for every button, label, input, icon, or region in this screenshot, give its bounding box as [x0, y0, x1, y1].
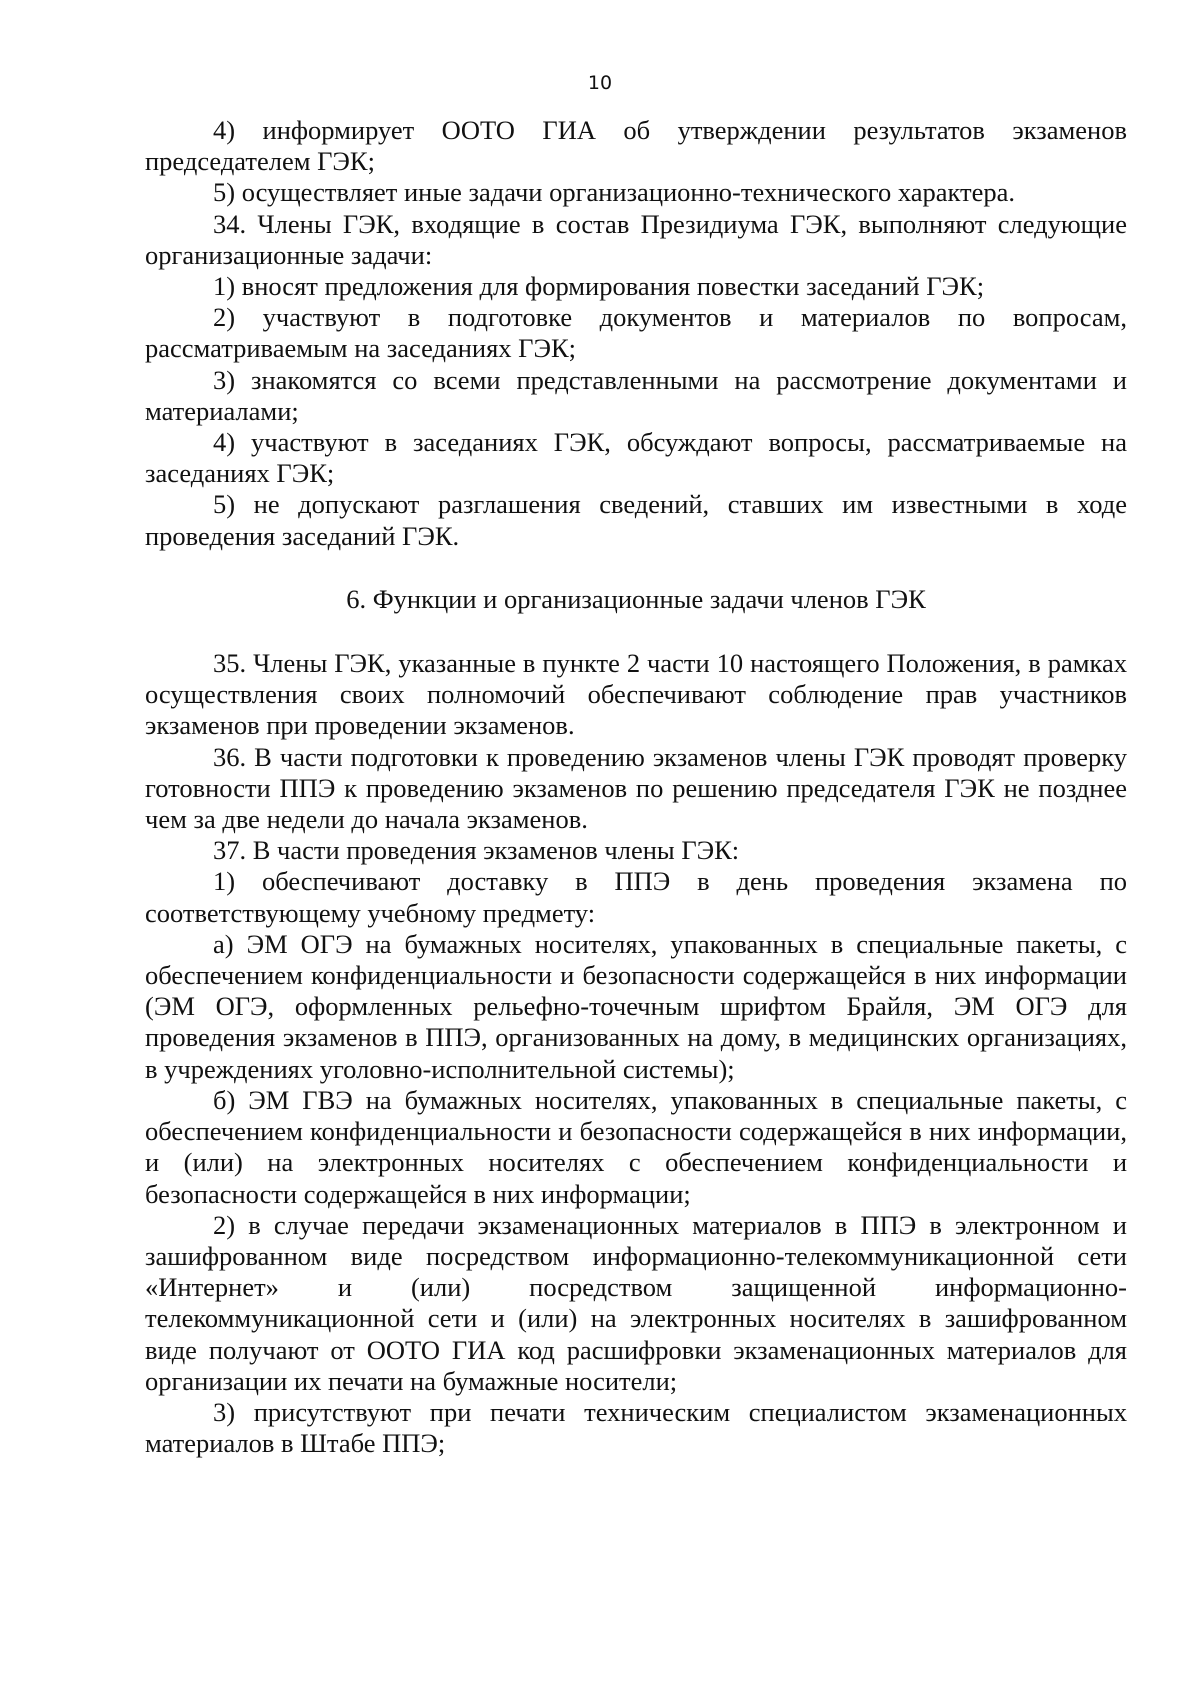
paragraph: а) ЭМ ОГЭ на бумажных носителях, упакованных в специальные пакеты, с обеспечением конфиденциальности и безопасности содержащейся в них информации (ЭМ ОГЭ, оформленных рельефно-точечным шрифтом Брайля, ЭМ ОГЭ для проведения экзаменов в ППЭ, организованных на дому, в медицинских организациях, в учреждениях уголовно-исполнительной системы);	[145, 928, 1127, 1084]
paragraph: 37. В части проведения экзаменов члены ГЭК:	[213, 835, 740, 866]
paragraph: 5) не допускают разглашения сведений, ставших им известными в ходе проведения заседаний ГЭК.	[145, 489, 1127, 551]
paragraph: 2) участвуют в подготовке документов и материалов по вопросам, рассматриваемым на заседаниях ГЭК;	[145, 302, 1127, 364]
paragraph: 1) вносят предложения для формирования повестки заседаний ГЭК;	[213, 271, 985, 302]
paragraph: 35. Члены ГЭК, указанные в пункте 2 части 10 настоящего Положения, в рамках осуществления своих полномочий обеспечивают соблюдение прав участников экзаменов при проведении экзаменов.	[145, 648, 1127, 741]
page-number: 10	[587, 72, 613, 94]
paragraph: 2) в случае передачи экзаменационных материалов в ППЭ в электронном и зашифрованном виде посредством информационно-телекоммуникационной сети «Интернет» и (или) посредством защищенной информационно-телекоммуникационной сети и (или) на электронных носителях в зашифрованном виде получают от ООТО ГИА код расшифровки экзаменационных материалов для организации их печати на бумажные носители;	[145, 1209, 1127, 1396]
section-heading: 6. Функции и организационные задачи членов ГЭК	[346, 583, 926, 614]
paragraph: 3) знакомятся со всеми представленными на рассмотрение документами и материалами;	[145, 364, 1127, 426]
paragraph: 34. Члены ГЭК, входящие в состав Президиума ГЭК, выполняют следующие организационные задачи:	[145, 208, 1127, 270]
paragraph: 3) присутствуют при печати техническим специалистом экзаменационных материалов в Штабе ППЭ;	[145, 1396, 1127, 1459]
paragraph: 4) участвуют в заседаниях ГЭК, обсуждают вопросы, рассматриваемые на заседаниях ГЭК;	[145, 427, 1127, 489]
paragraph: 5) осуществляет иные задачи организационно-технического характера.	[213, 177, 1016, 208]
paragraph: 36. В части подготовки к проведению экзаменов члены ГЭК проводят проверку готовности ППЭ к проведению экзаменов по решению председателя ГЭК не позднее чем за две недели до начала экзаменов.	[145, 741, 1127, 835]
paragraph: 4) информирует ООТО ГИА об утверждении результатов экзаменов председателем ГЭК;	[145, 115, 1127, 177]
document-body	[145, 115, 1127, 1459]
paragraph: 1) обеспечивают доставку в ППЭ в день проведения экзамена по соответствующему учебному предмету:	[145, 866, 1127, 928]
paragraph: б) ЭМ ГВЭ на бумажных носителях, упакованных в специальные пакеты, с обеспечением конфиденциальности и безопасности содержащейся в них информации, и (или) на электронных носителях с обеспечением конфиденциальности и безопасности содержащейся в них информации;	[145, 1084, 1127, 1209]
